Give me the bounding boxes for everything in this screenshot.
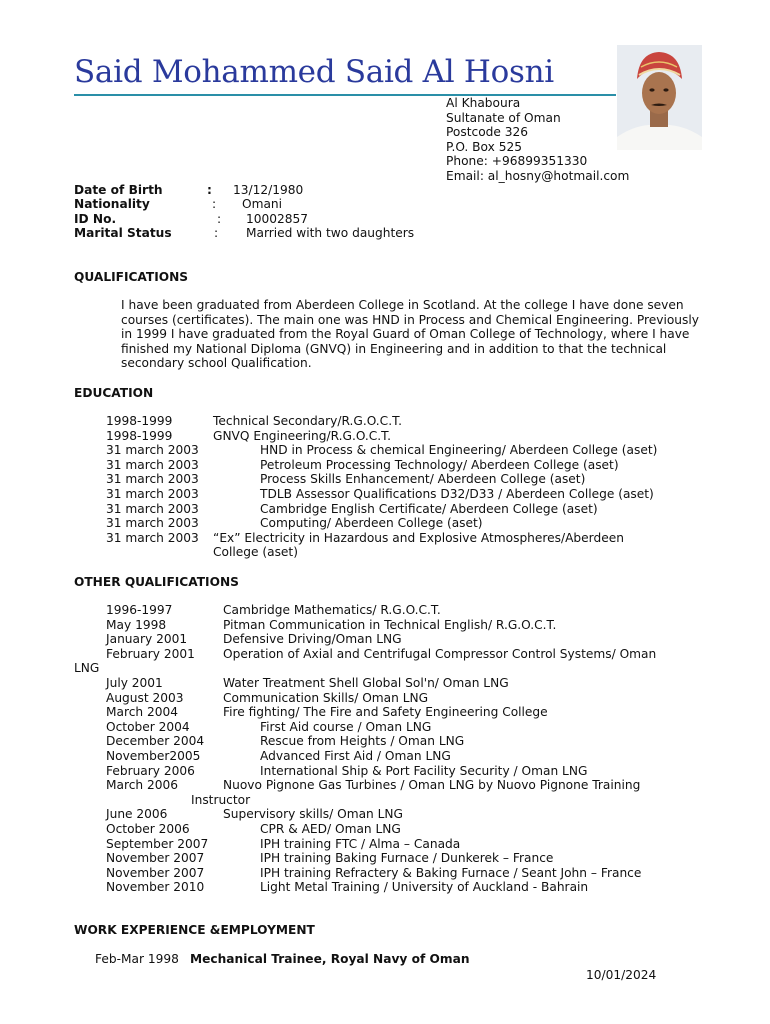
entry-date: February 2001 [106, 646, 195, 661]
entry-text: Light Metal Training / University of Auckland - Bahrain [260, 880, 589, 895]
entry-date: November 2010 [106, 880, 205, 895]
qualifications-heading: QUALIFICATIONS [74, 270, 189, 284]
personal-sep: : [212, 197, 217, 211]
entry-text: Supervisory skills/ Oman LNG [223, 807, 403, 822]
entry-date: February 2006 [106, 763, 195, 778]
entry-text: IPH training Baking Furnace / Dunkerek – France [260, 851, 554, 866]
entry-text: College (aset) [213, 545, 298, 560]
entry-date: December 2004 [106, 734, 205, 749]
address-line: P.O. Box 525 [446, 139, 522, 154]
other-qualifications-heading: OTHER QUALIFICATIONS [74, 575, 239, 589]
cv-name: Said Mohammed Said Al Hosni [74, 54, 554, 90]
entry-text: Computing/ Aberdeen College (aset) [260, 516, 483, 531]
entry-text: Process Skills Enhancement/ Aberdeen College (aset) [260, 472, 586, 487]
entry-text: IPH training FTC / Alma – Canada [260, 836, 461, 851]
entry-date: November2005 [106, 749, 201, 763]
personal-label: Marital Status [74, 226, 172, 240]
entry-text: Cambridge English Certificate/ Aberdeen College (aset) [260, 501, 598, 516]
work-heading: WORK EXPERIENCE &EMPLOYMENT [74, 923, 315, 937]
entry-date: November 2007 [106, 851, 205, 866]
entry-date: March 2004 [106, 705, 179, 720]
entry-date: July 2001 [106, 676, 163, 690]
profile-photo [617, 45, 702, 150]
entry-date: 31 march 2003 [106, 443, 199, 458]
personal-label: ID No. [74, 212, 117, 226]
entry-date: 31 march 2003 [106, 516, 199, 531]
personal-value: Omani [242, 197, 283, 211]
entry-date: March 2006 [106, 778, 179, 793]
entry-text: Pitman Communication in Technical English/ R.G.O.C.T. [223, 617, 557, 632]
entry-text: LNG [74, 661, 100, 676]
entry-date: 31 march 2003 [106, 530, 199, 545]
personal-value: Married with two daughters [246, 226, 415, 240]
personal-label: Nationality [74, 197, 150, 211]
entry-text: CPR & AED/ Oman LNG [260, 822, 401, 836]
entry-text: First Aid course / Oman LNG [260, 719, 432, 734]
entry-text: Water Treatment Shell Global Sol'n/ Oman LNG [223, 676, 509, 690]
entry-text: GNVQ Engineering/R.G.O.C.T. [213, 428, 392, 443]
entry-date: 31 march 2003 [106, 457, 199, 472]
entry-text: TDLB Assessor Qualifications D32/D33 / Aberdeen College (aset) [260, 487, 654, 501]
entry-date: 1998-1999 [106, 428, 173, 443]
address-line: Sultanate of Oman [446, 110, 561, 125]
entry-text: Operation of Axial and Centrifugal Compressor Control Systems/ Oman [223, 646, 657, 661]
entry-date: October 2004 [106, 719, 190, 734]
entry-text: Communication Skills/ Oman LNG [223, 690, 429, 705]
address-line: Postcode 326 [446, 125, 529, 140]
personal-sep: : [207, 183, 212, 197]
entry-text: IPH training Refractery & Baking Furnace / Seant John – France [260, 865, 642, 880]
entry-text: Nuovo Pignone Gas Turbines / Oman LNG by Nuovo Pignone Training [223, 778, 641, 793]
entry-text: Rescue from Heights / Oman LNG [260, 734, 465, 749]
entry-date: October 2006 [106, 822, 190, 836]
contact-address [446, 96, 629, 184]
entry-text: “Ex” Electricity in Hazardous and Explosive Atmospheres/Aberdeen [213, 530, 624, 545]
email-line: Email: al_hosny@hotmail.com [446, 168, 630, 183]
entry-date: 31 march 2003 [106, 487, 199, 501]
education-heading: EDUCATION [74, 386, 154, 400]
personal-value: 13/12/1980 [233, 183, 304, 197]
entry-text: Instructor [191, 792, 251, 807]
entry-text: Defensive Driving/Oman LNG [223, 632, 402, 647]
footer-date: 10/01/2024 [586, 968, 657, 982]
entry-date: September 2007 [106, 836, 209, 851]
entry-date: 31 march 2003 [106, 501, 199, 516]
personal-label: Date of Birth [74, 183, 163, 197]
work-date: Feb-Mar 1998 [95, 952, 179, 966]
entry-date: November 2007 [106, 865, 205, 880]
personal-value: 10002857 [246, 212, 309, 226]
personal-sep: : [214, 226, 219, 240]
address-line: Al Khaboura [446, 96, 521, 110]
entry-text: HND in Process & chemical Engineering/ Aberdeen College (aset) [260, 443, 658, 458]
entry-date: January 2001 [106, 632, 188, 647]
entry-text: Advanced First Aid / Oman LNG [260, 749, 451, 763]
personal-sep: : [217, 212, 222, 226]
entry-date: 1998-1999 [106, 414, 173, 428]
entry-date: June 2006 [106, 807, 168, 822]
entry-date: May 1998 [106, 617, 167, 632]
entry-text: International Ship & Port Facility Security / Oman LNG [260, 763, 588, 778]
entry-text: Petroleum Processing Technology/ Aberdeen College (aset) [260, 457, 619, 472]
entry-text: Fire fighting/ The Fire and Safety Engineering College [223, 705, 548, 720]
entry-date: 31 march 2003 [106, 472, 199, 487]
phone-line: Phone: +96899351330 [446, 154, 588, 169]
entry-text: Cambridge Mathematics/ R.G.O.C.T. [223, 603, 441, 617]
entry-text: Technical Secondary/R.G.O.C.T. [213, 414, 402, 428]
qualifications-paragraph: I have been graduated from Aberdeen College in Scotland. At the college I have done seven courses (certificates). The main one was HND in Process and Chemical Engineering. Previously in 1999 I have graduated from the Royal Guard of Oman College of Technology, where I have finished my National Diploma (GNVQ) in Engineering and in addition to that the technical secondary school Qualification. [121, 298, 699, 371]
entry-date: 1996-1997 [106, 603, 173, 617]
entry-date: August 2003 [106, 690, 184, 705]
work-title: Mechanical Trainee, Royal Navy of Oman [190, 952, 470, 966]
